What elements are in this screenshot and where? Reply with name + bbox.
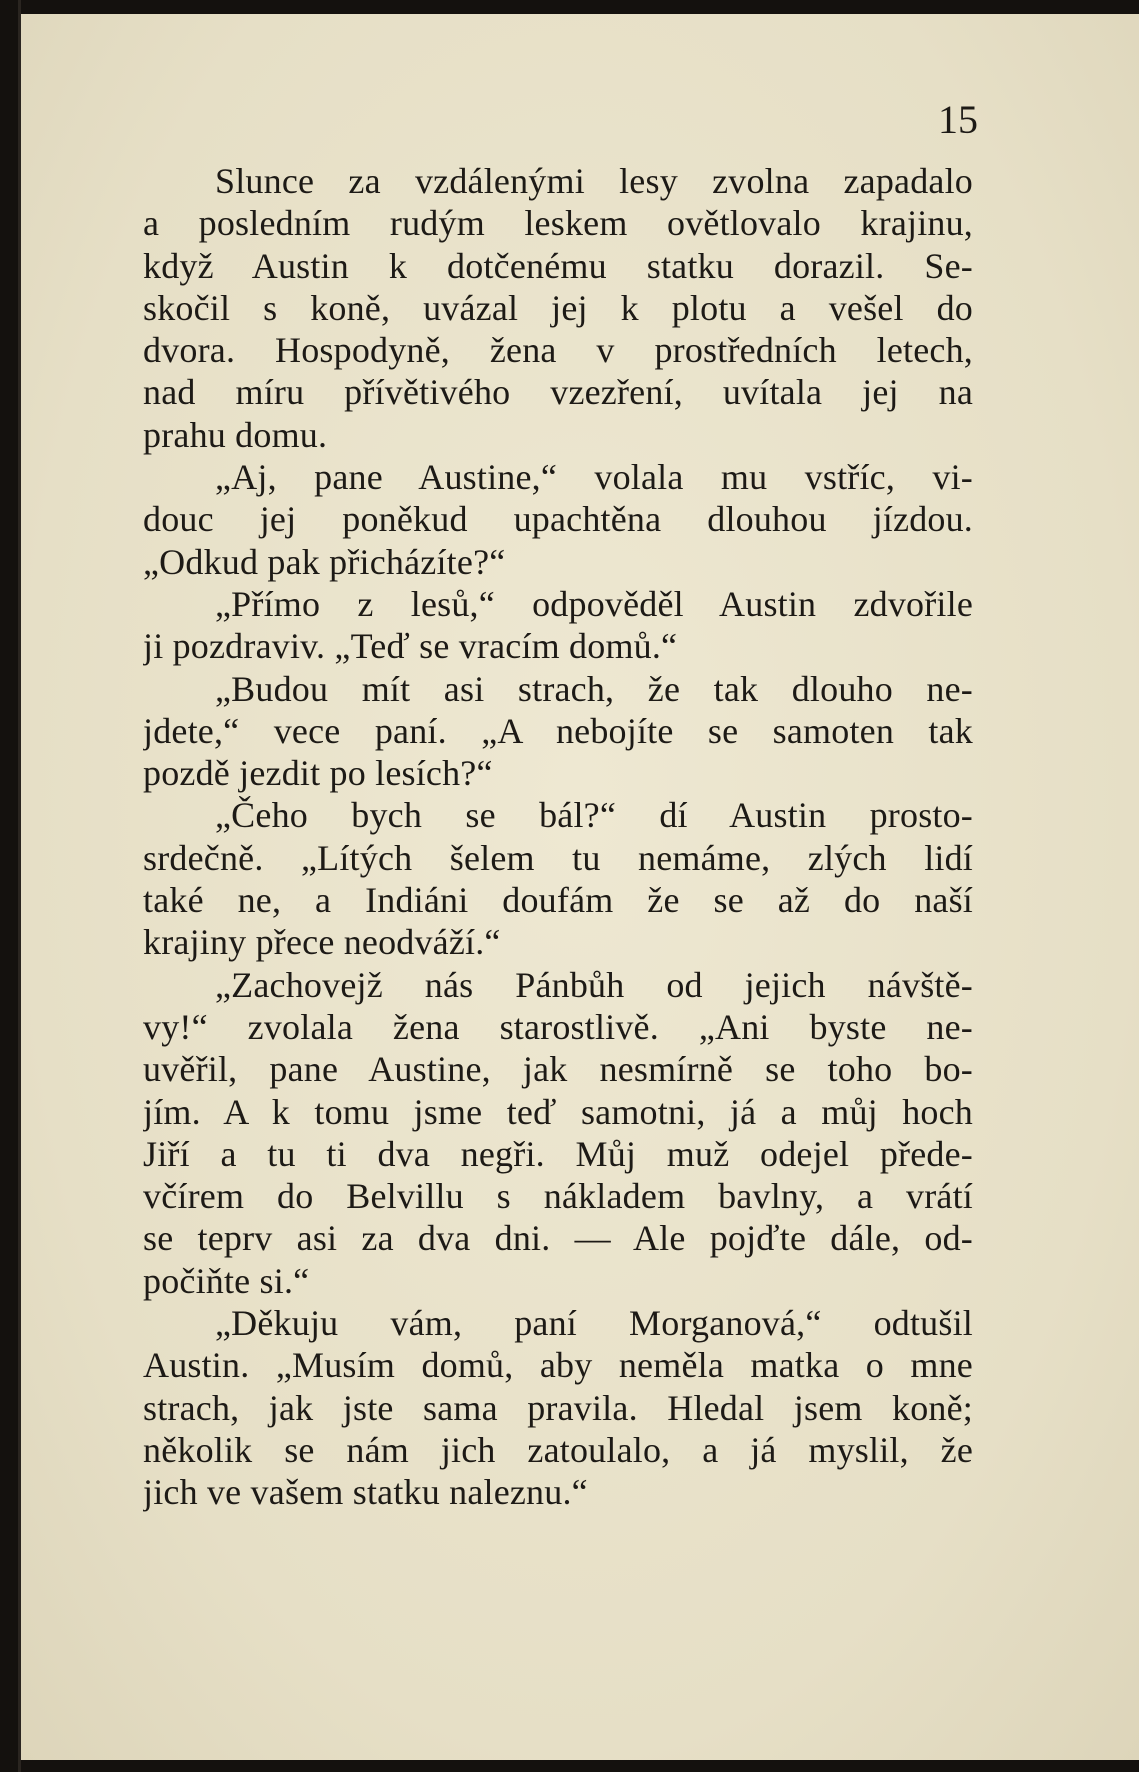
text-line: jich ve vašem statku naleznu.“ [143, 1472, 588, 1513]
text-line: „Děkuju vám, paní Morganová,“ odtušil [215, 1303, 973, 1344]
text-line: srdečně. „Lítých šelem tu nemáme, zlých lidí [143, 837, 973, 878]
text-line: včírem do Belvillu s nákladem bavlny, a vrátí [143, 1176, 973, 1217]
text-line: nad míru přívětivého vzezření, uvítala jej na [143, 372, 973, 413]
text-line: „Přímo z lesů,“ odpověděl Austin zdvořile [215, 583, 973, 624]
text-line: Austin. „Musím domů, aby neměla matka o mne [143, 1345, 973, 1386]
text-line: „Aj, pane Austine,“ volala mu vstříc, vi- [215, 457, 973, 498]
text-line: když Austin k dotčenému statku dorazil. Se- [143, 245, 973, 286]
text-line: Jiří a tu ti dva negři. Můj muž odejel přede- [143, 1133, 973, 1174]
text-line: krajiny přece neodváží.“ [143, 922, 501, 963]
text-line: ji pozdraviv. „Teď se vracím domů.“ [143, 626, 678, 667]
text-line: jím. A k tomu jsme teď samotni, já a můj hoch [143, 1091, 973, 1132]
text-line: počiňte si.“ [143, 1260, 310, 1301]
binding-edge [18, 0, 21, 1772]
text-line: „Zachovejž nás Pánbůh od jejich návště- [215, 964, 973, 1005]
text-line: „Čeho bych se bál?“ dí Austin prosto- [215, 795, 973, 836]
text-line: prahu domu. [143, 414, 328, 455]
text-line: vy!“ zvolala žena starostlivě. „Ani byste ne- [143, 1006, 973, 1047]
text-line: Slunce za vzdálenými lesy zvolna zapadalo [215, 161, 973, 201]
book-page [18, 14, 1139, 1760]
text-line: se teprv asi za dva dni. — Ale pojďte dále, od- [143, 1218, 973, 1259]
text-line: a posledním rudým leskem ovětlovalo krajinu, [143, 203, 973, 244]
text-line: skočil s koně, uvázal jej k plotu a vešel do [143, 287, 973, 328]
text-line: jdete,“ vece paní. „A nebojíte se samoten tak [143, 710, 973, 751]
text-line: „Odkud pak přicházíte?“ [143, 541, 506, 582]
page-number: 15 [938, 97, 978, 142]
text-line: douc jej poněkud upachtěna dlouhou jízdou. [143, 499, 973, 540]
body-text [143, 160, 973, 1514]
text-line: strach, jak jste sama pravila. Hledal jsem koně; [143, 1387, 973, 1428]
text-line: uvěřil, pane Austine, jak nesmírně se toho bo- [143, 1049, 973, 1090]
text-line: několik se nám jich zatoulalo, a já myslil, že [143, 1429, 973, 1470]
text-line: pozdě jezdit po lesích?“ [143, 753, 493, 794]
text-line: „Budou mít asi strach, že tak dlouho ne- [215, 668, 973, 709]
text-line: také ne, a Indiáni doufám že se až do naší [143, 880, 973, 921]
text-line: dvora. Hospodyně, žena v prostředních letech, [143, 330, 973, 371]
